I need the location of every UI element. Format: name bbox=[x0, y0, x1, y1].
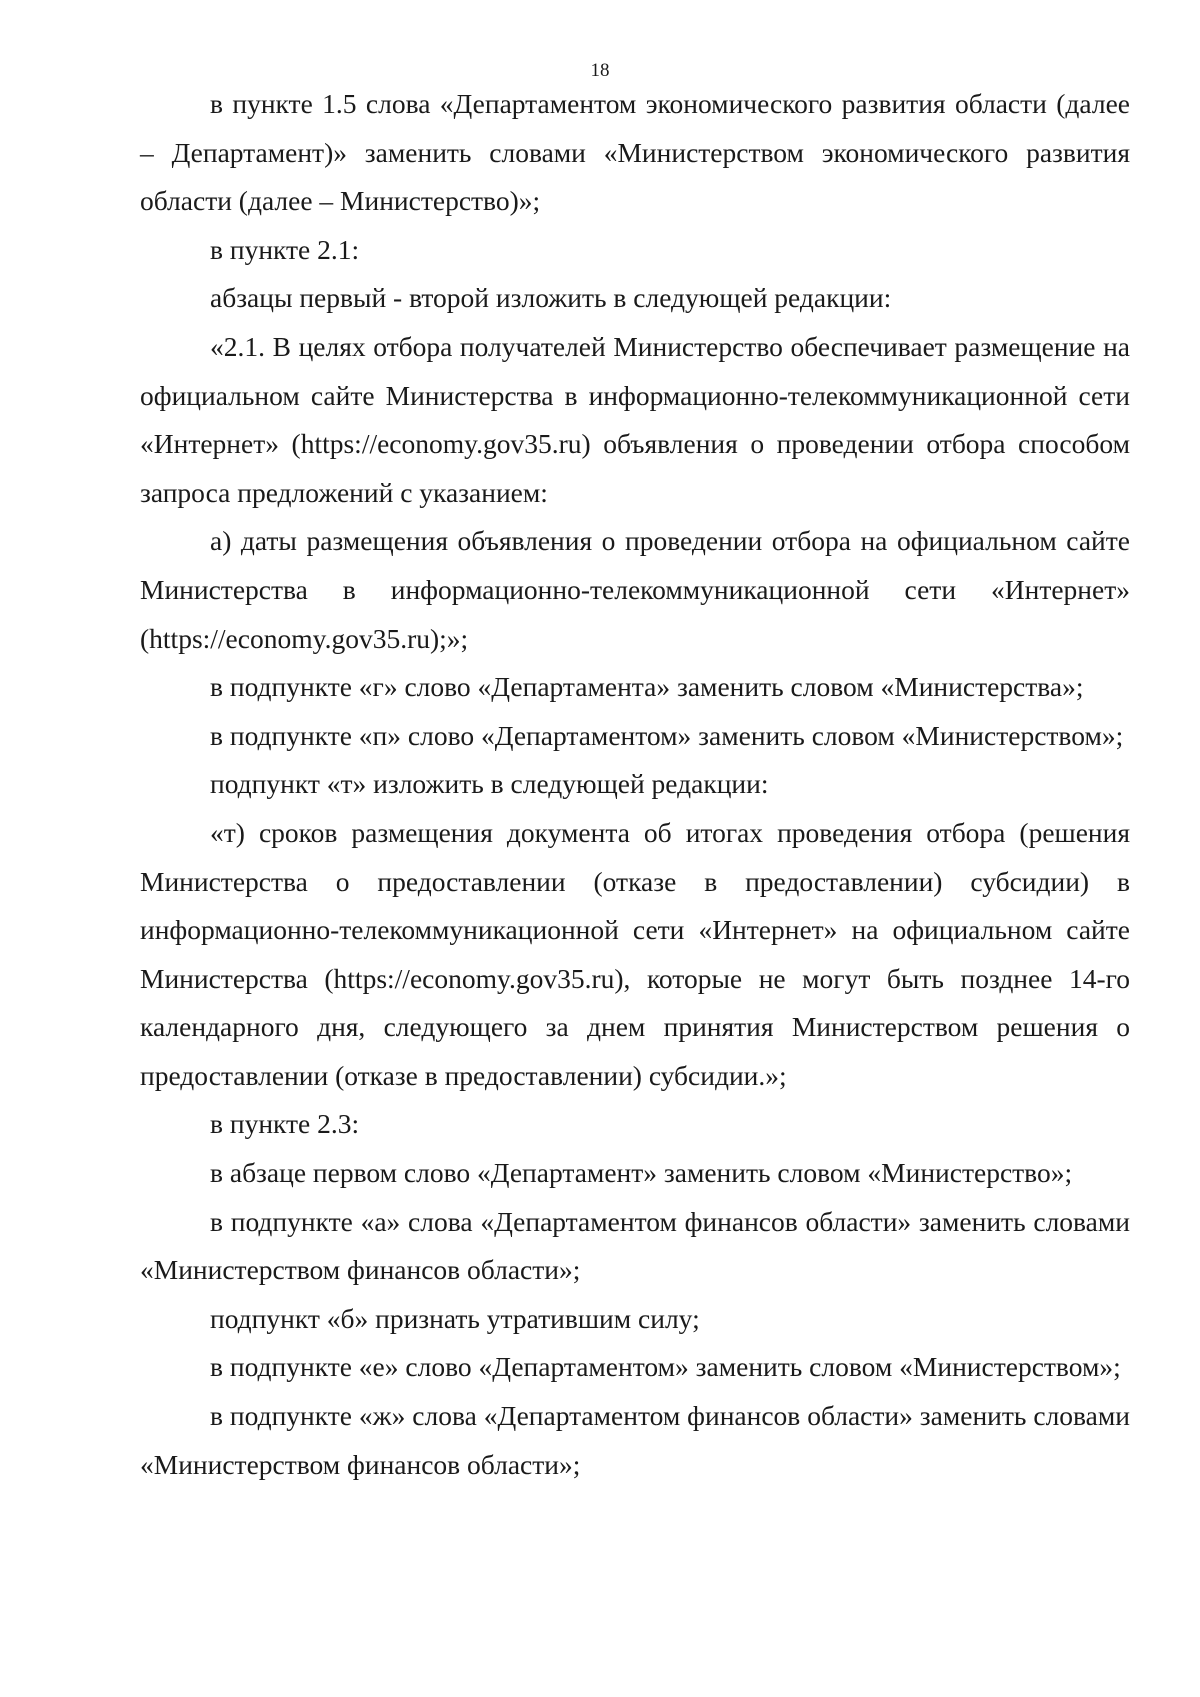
paragraph-clause-2-1-text: «2.1. В целях отбора получателей Министерство обеспечивает размещение на официальном сайте Министерства в информационно-телекоммуникационной сети «Интернет» (https://economy.gov35.ru) объявления о проведении отбора способом запроса предложений с указанием: bbox=[140, 330, 1130, 508]
paragraph-subclause-zh-change: в подпункте «ж» слова «Департаментом финансов области» заменить словами «Министерством финансов области»; bbox=[140, 1400, 1130, 1480]
page-number: 18 bbox=[590, 60, 610, 81]
paragraph-paragraphs-first-second: абзацы первый - второй изложить в следующей редакции: bbox=[210, 282, 892, 314]
paragraph-first-paragraph-change: в абзаце первом слово «Департамент» заменить словом «Министерство»; bbox=[210, 1157, 1073, 1189]
paragraph-clause-1-5: в пункте 1.5 слова «Департаментом экономического развития области (далее – Департамент)» заменить словами «Министерством экономического развития области (далее – Министерство)»; bbox=[140, 88, 1130, 217]
paragraph-subclause-g: в подпункте «г» слово «Департамента» заменить словом «Министерства»; bbox=[210, 671, 1084, 703]
paragraph-subclause-a-change: в подпункте «а» слова «Департаментом финансов области» заменить словами «Министерством финансов области»; bbox=[140, 1205, 1130, 1286]
paragraph-clause-2-3-heading: в пункте 2.3: bbox=[210, 1108, 360, 1140]
paragraph-subclause-a: а) даты размещения объявления о проведении отбора на официальном сайте Министерства в информационно-телекоммуникационной сети «Интернет» (https://economy.gov35.ru);»; bbox=[140, 525, 1130, 654]
paragraph-clause-2-1-heading: в пункте 2.1: bbox=[210, 233, 360, 265]
document-body bbox=[140, 80, 1130, 1489]
paragraph-subclause-e-change: в подпункте «е» слово «Департаментом» заменить словом «Министерством»; bbox=[210, 1351, 1121, 1383]
paragraph-subclause-b-void: подпункт «б» признать утратившим силу; bbox=[210, 1302, 700, 1334]
paragraph-subclause-p: в подпункте «п» слово «Департаментом» заменить словом «Министерством»; bbox=[210, 719, 1124, 751]
paragraph-subclause-t-text: «т) сроков размещения документа об итогах проведения отбора (решения Министерства о предоставлении (отказе в предоставлении) субсидии) в информационно-телекоммуникационной сети «Интернет» на официальном сайте Министерства (https://economy.gov35.ru), которые не могут быть позднее 14-го календарного дня, следующего за днем принятия Министерством решения о предоставлении (отказе в предоставлении) субсидии.»; bbox=[140, 816, 1130, 1091]
paragraph-subclause-t-heading: подпункт «т» изложить в следующей редакции: bbox=[210, 768, 769, 800]
